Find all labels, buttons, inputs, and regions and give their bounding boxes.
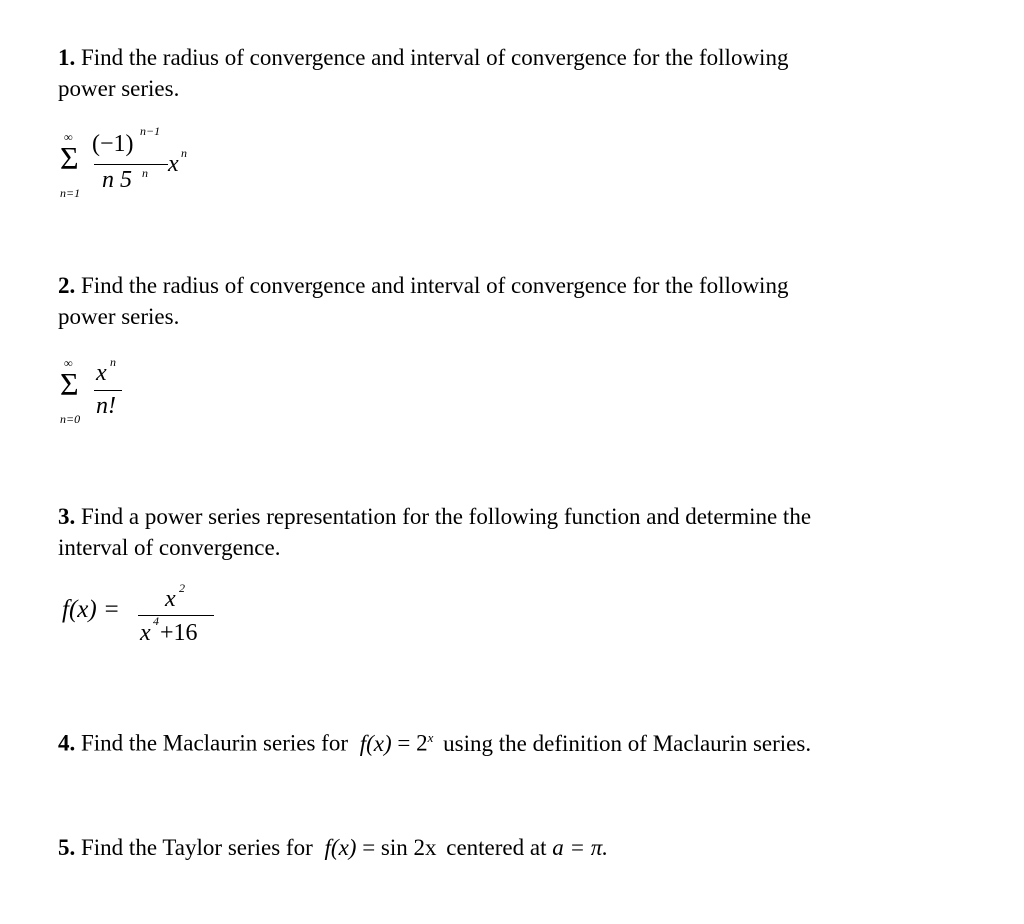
sum-lower-limit: n=1: [60, 186, 81, 200]
question-4-number: 4.: [58, 730, 76, 756]
question-1-text: Find the radius of convergence and interval of convergence for the following: [81, 45, 789, 70]
numerator-exponent: 2: [179, 581, 185, 595]
fraction-bar: [94, 164, 168, 165]
denominator: n 5: [102, 167, 132, 193]
question-4: [58, 722, 988, 759]
question-2: [58, 270, 988, 332]
formula-4-lhs: f(x): [359, 730, 392, 756]
formula-5-lhs: f(x): [324, 835, 357, 860]
question-3: [58, 501, 988, 563]
numerator: x: [96, 360, 107, 386]
question-3-number: 3.: [58, 504, 76, 529]
question-1-text-line2: power series.: [58, 76, 180, 101]
sigma-symbol: Σ: [60, 140, 79, 176]
question-5-number: 5.: [58, 835, 76, 860]
denominator-exponent: n: [142, 166, 148, 180]
question-5-text: Find the Taylor series for: [81, 835, 313, 860]
variable: x: [168, 151, 179, 177]
sum-lower-limit: n=0: [60, 412, 81, 426]
question-2-number: 2.: [58, 273, 76, 298]
question-1-number: 1.: [58, 45, 76, 70]
question-1: [58, 42, 988, 104]
denominator-constant: +16: [160, 620, 198, 646]
formula-5-rhs: = sin 2x: [362, 835, 437, 860]
function-lhs: f(x) =: [62, 596, 120, 623]
question-2-text-line2: power series.: [58, 304, 180, 329]
question-5: [58, 832, 988, 863]
denominator-exponent: 4: [153, 614, 159, 628]
formula-5-center: a = π.: [552, 835, 609, 860]
fraction-bar: [138, 615, 214, 616]
numerator: x: [165, 586, 176, 612]
sum-upper-limit: ∞: [64, 356, 73, 370]
numerator-exponent: n−1: [140, 124, 161, 138]
question-3-text: Find a power series representation for the following function and determine the: [81, 504, 812, 529]
question-3-text-line2: interval of convergence.: [58, 535, 281, 560]
question-5-text-after: centered at: [446, 835, 547, 860]
denominator-x: x: [140, 620, 151, 646]
sum-upper-limit: ∞: [64, 130, 73, 144]
question-4-text: Find the Maclaurin series for: [81, 730, 348, 756]
numerator: (−1): [92, 131, 134, 157]
numerator-exponent: n: [110, 355, 116, 369]
denominator: n!: [96, 393, 116, 419]
variable-exponent: n: [181, 146, 187, 160]
question-4-text-after: using the definition of Maclaurin series.: [443, 730, 812, 756]
formula-4-rhs: = 2: [397, 730, 428, 756]
fraction-bar: [94, 390, 122, 391]
question-2-text: Find the radius of convergence and interval of convergence for the following: [81, 273, 789, 298]
formula-4-exponent: x: [427, 730, 434, 745]
sigma-symbol: Σ: [60, 366, 79, 402]
